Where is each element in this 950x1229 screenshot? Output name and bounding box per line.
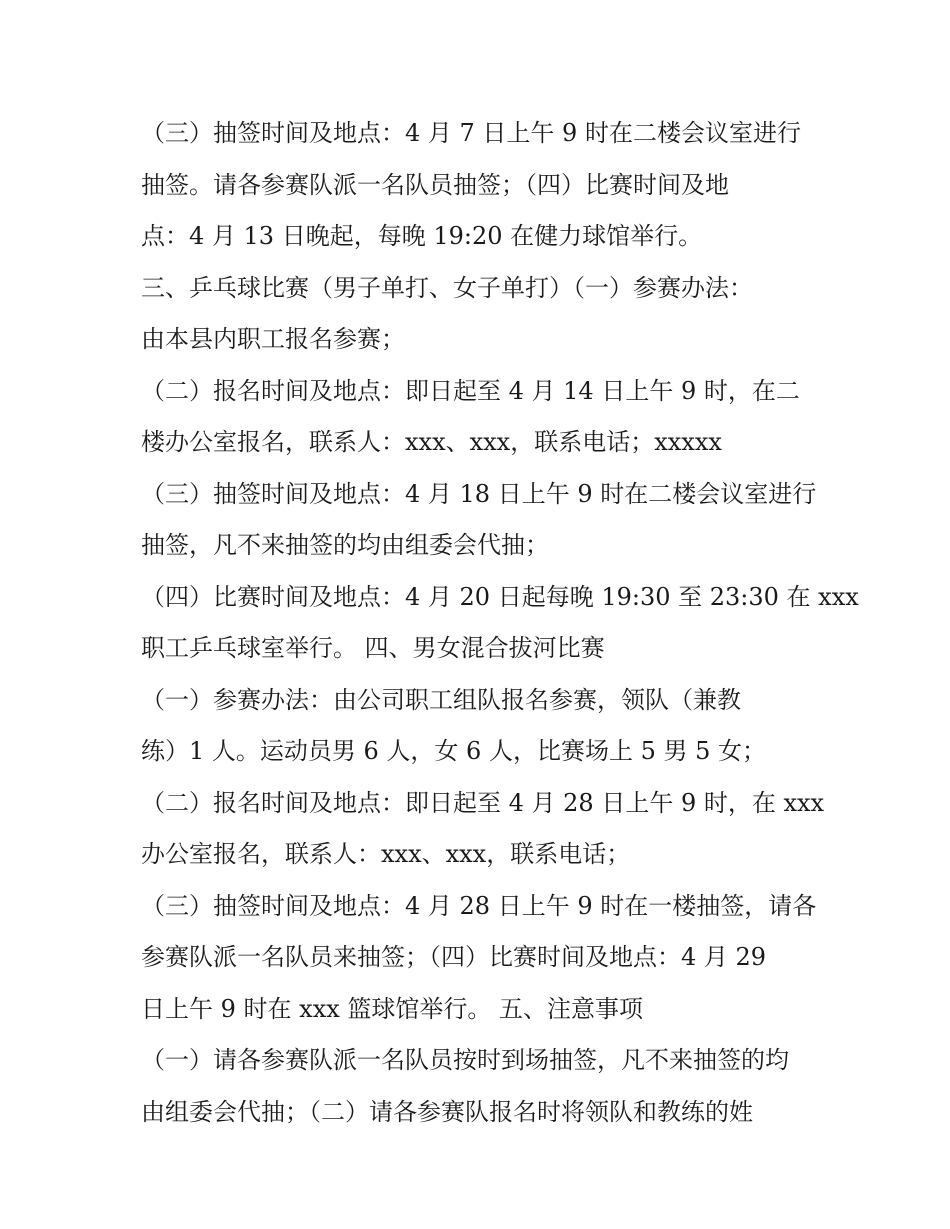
text-line: 由本县内职工报名参赛；: [141, 325, 405, 353]
text-line: （三）抽签时间及地点：4 月 7 日上午 9 时在二楼会议室进行: [141, 119, 801, 147]
text-line: （四）比赛时间及地点：4 月 20 日起每晚 19:30 至 23:30 在 xxx: [141, 582, 859, 611]
text-line: （一）请各参赛队派一名队员按时到场抽签，凡不来抽签的均: [141, 1046, 789, 1074]
text-line: （二）报名时间及地点：即日起至 4 月 28 日上午 9 时，在 xxx: [141, 788, 825, 817]
text-line: （三）抽签时间及地点：4 月 18 日上午 9 时在二楼会议室进行: [141, 479, 817, 508]
text-line: 参赛队派一名队员来抽签；（四）比赛时间及地点：4 月 29: [141, 943, 767, 971]
text-line: 练）1 人。运动员男 6 人，女 6 人，比赛场上 5 男 5 女；: [141, 737, 767, 765]
text-line: 抽签。请各参赛队派一名队员抽签；（四）比赛时间及地: [141, 170, 729, 199]
text-line: （三）抽签时间及地点：4 月 28 日上午 9 时在一楼抽签，请各: [141, 891, 817, 920]
text-line: （一）参赛办法：由公司职工组队报名参赛，领队（兼教: [141, 685, 741, 714]
text-line: 由组委会代抽；（二）请各参赛队报名时将领队和教练的姓: [141, 1097, 753, 1126]
text-line: 点：4 月 13 日晚起，每晚 19:20 在健力球馆举行。: [141, 222, 703, 250]
text-line: 日上午 9 时在 xxx 篮球馆举行。 五、注意事项: [141, 994, 644, 1023]
text-line: （二）报名时间及地点：即日起至 4 月 14 日上午 9 时，在二: [141, 376, 800, 405]
body-text: [141, 108, 859, 1138]
text-line: 楼办公室报名，联系人：xxx、xxx，联系电话；xxxxx: [141, 428, 722, 456]
text-line: 三、乒乓球比赛（男子单打、女子单打）（一）参赛办法：: [141, 273, 753, 302]
text-line: 办公室报名，联系人：xxx、xxx，联系电话；: [141, 840, 631, 868]
text-line: 职工乒乓球室举行。 四、男女混合拔河比赛: [141, 634, 605, 662]
text-line: 抽签，凡不来抽签的均由组委会代抽；: [141, 531, 549, 559]
